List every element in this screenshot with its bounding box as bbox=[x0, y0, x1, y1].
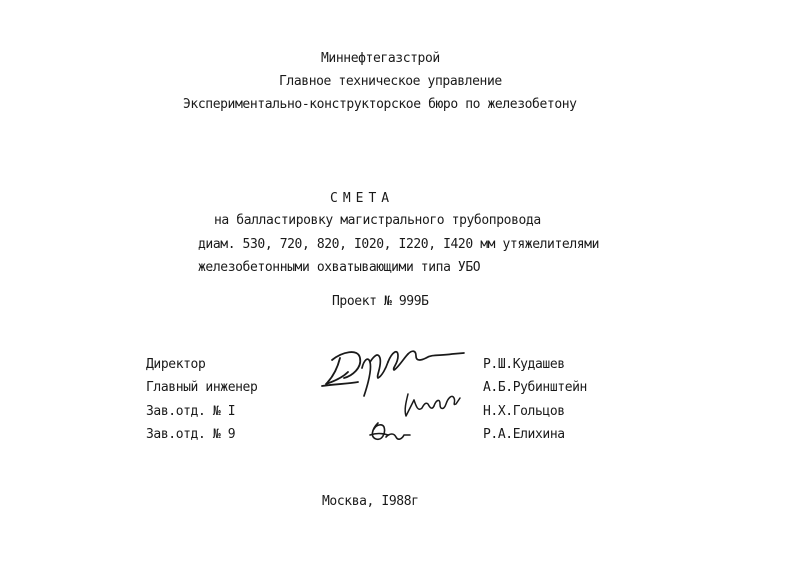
name-director: Р.Ш.Кудашев bbox=[483, 357, 565, 372]
signature-chief-engineer bbox=[398, 388, 466, 422]
signature-dept-head-9 bbox=[366, 419, 414, 445]
position-dept-head-9: Зав.отд. № 9 bbox=[146, 427, 236, 442]
position-chief-engineer: Главный инженер bbox=[146, 380, 258, 395]
position-director: Директор bbox=[146, 357, 206, 372]
subtitle-line-2: диам. 530, 720, 820, I020, I220, I420 мм утяжелителями bbox=[198, 237, 600, 252]
subtitle-line-3: железобетонными охватывающими типа УБО bbox=[198, 260, 481, 275]
department-name: Главное техническое управление bbox=[279, 74, 502, 89]
project-number: Проект № 999Б bbox=[332, 294, 429, 309]
ministry-name: Миннефтегазстрой bbox=[321, 51, 440, 66]
name-dept-head-9: Р.А.Елихина bbox=[483, 427, 565, 442]
bureau-name: Экспериментально-конструкторское бюро по железобетону bbox=[183, 97, 577, 112]
name-chief-engineer: А.Б.Рубинштейн bbox=[483, 380, 587, 395]
document-title: СМЕТА bbox=[330, 191, 395, 206]
subtitle-line-1: на балластировку магистрального трубопровода bbox=[214, 213, 541, 228]
name-dept-head-1: Н.Х.Гольцов bbox=[483, 404, 565, 419]
position-dept-head-1: Зав.отд. № I bbox=[146, 404, 236, 419]
place-and-date: Москва, I988г bbox=[322, 494, 419, 509]
